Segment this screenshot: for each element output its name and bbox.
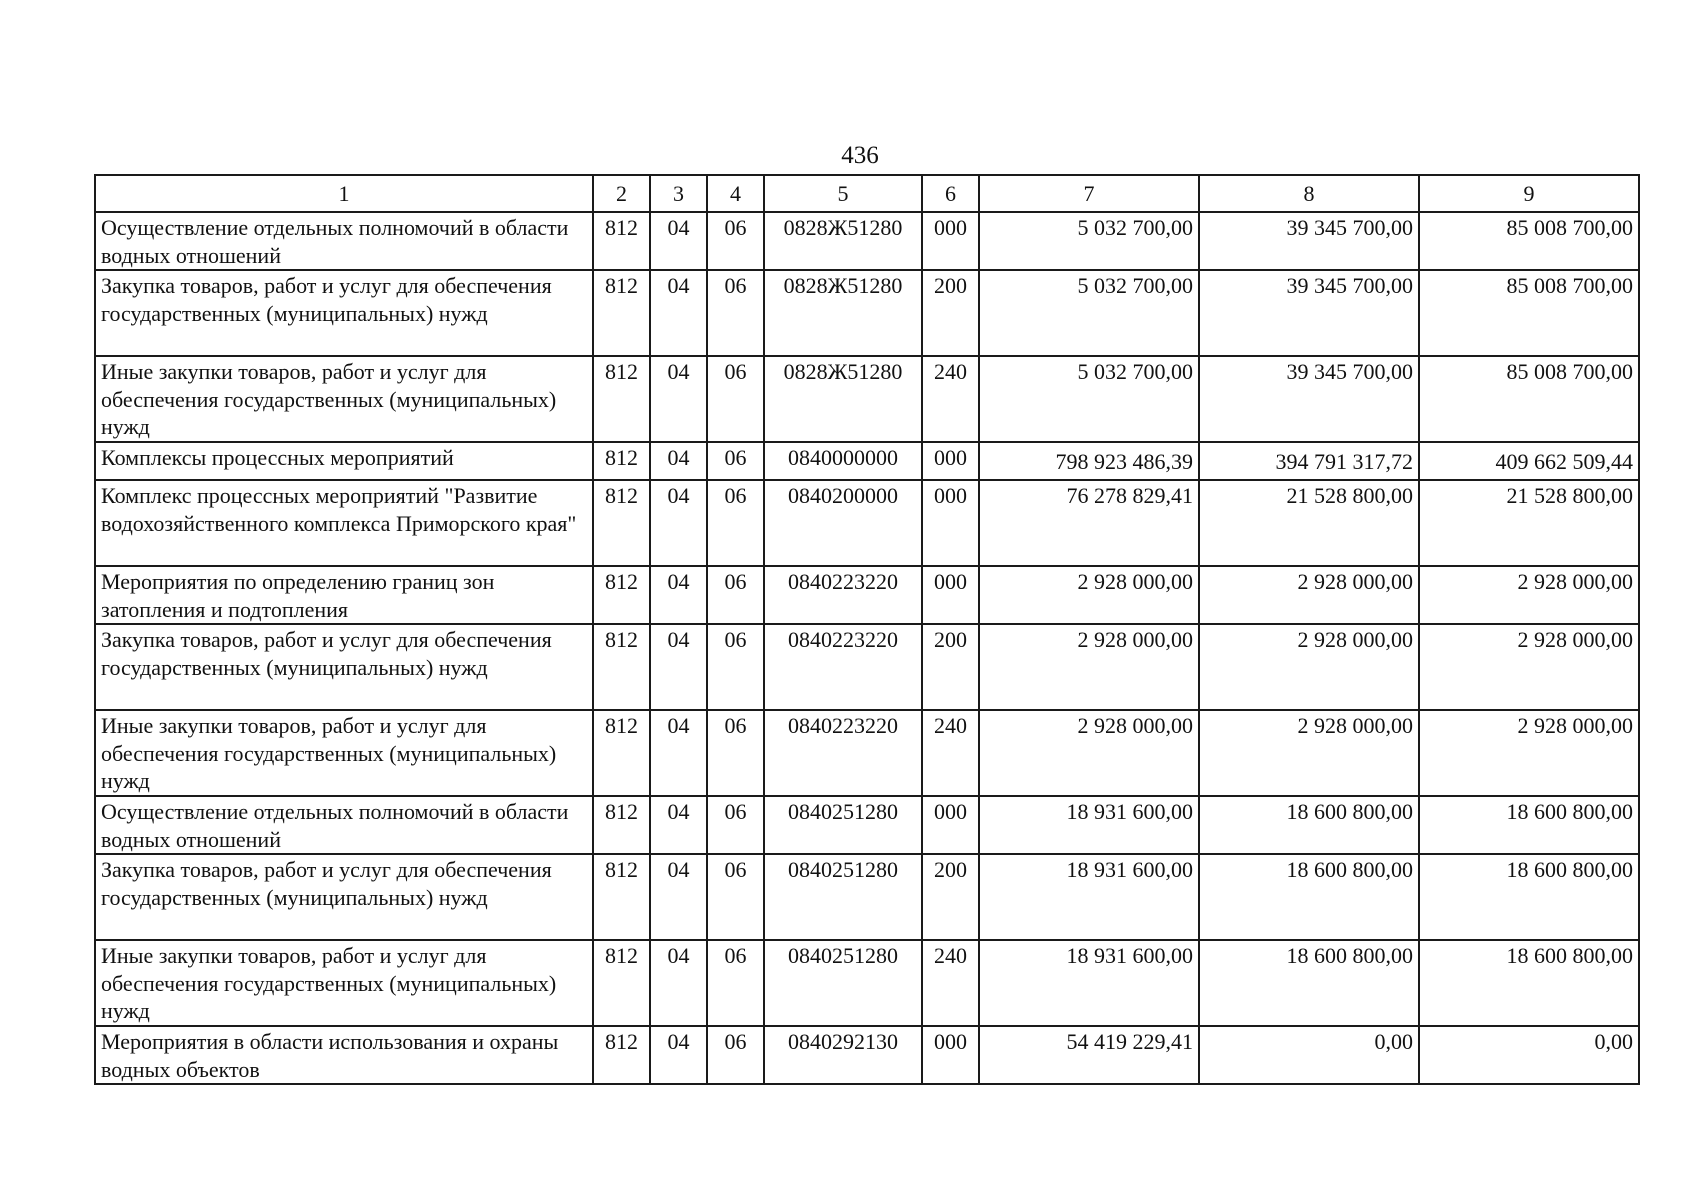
row-name: Осуществление отдельных полномочий в области водных отношений [95,796,593,854]
row-col-4: 06 [707,624,764,710]
row-col-3: 04 [650,796,707,854]
row-col-4: 06 [707,442,764,480]
table-row [95,270,1639,356]
row-col-2: 812 [593,356,650,442]
row-col-4: 06 [707,710,764,796]
row-amount-9: 2 928 000,00 [1419,566,1639,624]
row-col-4: 06 [707,940,764,1026]
row-col-2: 812 [593,854,650,940]
row-col-4: 06 [707,1026,764,1084]
row-name: Комплексы процессных мероприятий [95,442,593,480]
table-header-row [95,175,1639,212]
row-amount-7: 18 931 600,00 [979,940,1199,1026]
row-col-6: 000 [922,480,979,566]
table-row [95,940,1639,1026]
row-col-3: 04 [650,356,707,442]
row-amount-8: 2 928 000,00 [1199,566,1419,624]
row-amount-9: 409 662 509,44 [1419,442,1639,480]
column-header: 4 [707,175,764,212]
column-header: 7 [979,175,1199,212]
row-name: Закупка товаров, работ и услуг для обеспечения государственных (муниципальных) нужд [95,854,593,940]
column-header: 3 [650,175,707,212]
row-col-5: 0840292130 [764,1026,922,1084]
column-header: 9 [1419,175,1639,212]
row-col-3: 04 [650,710,707,796]
row-col-4: 06 [707,270,764,356]
row-col-3: 04 [650,480,707,566]
row-amount-8: 18 600 800,00 [1199,940,1419,1026]
column-header: 8 [1199,175,1419,212]
row-amount-8: 39 345 700,00 [1199,356,1419,442]
row-col-6: 200 [922,854,979,940]
row-col-6: 000 [922,442,979,480]
row-col-5: 0840000000 [764,442,922,480]
budget-table [94,174,1640,1085]
row-amount-7: 18 931 600,00 [979,854,1199,940]
row-amount-7: 798 923 486,39 [979,442,1199,480]
row-col-4: 06 [707,566,764,624]
page-number: 436 [841,142,879,169]
row-amount-7: 2 928 000,00 [979,710,1199,796]
row-col-4: 06 [707,212,764,270]
row-name: Мероприятия в области использования и охраны водных объектов [95,1026,593,1084]
row-col-6: 240 [922,710,979,796]
row-amount-8: 18 600 800,00 [1199,854,1419,940]
column-header: 2 [593,175,650,212]
row-col-6: 000 [922,566,979,624]
row-amount-8: 39 345 700,00 [1199,212,1419,270]
row-amount-7: 5 032 700,00 [979,356,1199,442]
row-col-4: 06 [707,796,764,854]
row-col-2: 812 [593,940,650,1026]
row-name: Иные закупки товаров, работ и услуг для обеспечения государственных (муниципальных) нужд [95,710,593,796]
row-col-6: 240 [922,356,979,442]
row-amount-8: 0,00 [1199,1026,1419,1084]
row-col-2: 812 [593,480,650,566]
row-amount-7: 76 278 829,41 [979,480,1199,566]
table-row [95,710,1639,796]
row-amount-9: 2 928 000,00 [1419,624,1639,710]
row-col-4: 06 [707,854,764,940]
row-col-5: 0828Ж51280 [764,356,922,442]
row-col-3: 04 [650,212,707,270]
row-amount-9: 2 928 000,00 [1419,710,1639,796]
row-col-2: 812 [593,1026,650,1084]
table-row [95,566,1639,624]
row-col-3: 04 [650,624,707,710]
row-amount-8: 21 528 800,00 [1199,480,1419,566]
column-header: 5 [764,175,922,212]
row-col-2: 812 [593,796,650,854]
row-amount-8: 2 928 000,00 [1199,710,1419,796]
row-col-5: 0828Ж51280 [764,270,922,356]
column-header: 1 [95,175,593,212]
table-row [95,212,1639,270]
table-row [95,442,1639,480]
row-col-4: 06 [707,356,764,442]
row-col-4: 06 [707,480,764,566]
row-col-2: 812 [593,212,650,270]
row-col-5: 0840223220 [764,710,922,796]
row-name: Осуществление отдельных полномочий в области водных отношений [95,212,593,270]
row-col-6: 200 [922,624,979,710]
row-amount-9: 21 528 800,00 [1419,480,1639,566]
row-col-5: 0840251280 [764,940,922,1026]
row-amount-9: 18 600 800,00 [1419,796,1639,854]
row-col-3: 04 [650,442,707,480]
row-amount-9: 85 008 700,00 [1419,270,1639,356]
row-amount-9: 18 600 800,00 [1419,940,1639,1026]
row-col-2: 812 [593,442,650,480]
row-col-3: 04 [650,270,707,356]
row-amount-8: 394 791 317,72 [1199,442,1419,480]
row-col-5: 0840200000 [764,480,922,566]
row-amount-8: 39 345 700,00 [1199,270,1419,356]
row-amount-9: 18 600 800,00 [1419,854,1639,940]
row-col-5: 0840223220 [764,566,922,624]
row-amount-8: 18 600 800,00 [1199,796,1419,854]
row-amount-9: 85 008 700,00 [1419,356,1639,442]
row-amount-7: 54 419 229,41 [979,1026,1199,1084]
row-col-5: 0840223220 [764,624,922,710]
row-amount-9: 85 008 700,00 [1419,212,1639,270]
row-col-5: 0840251280 [764,796,922,854]
row-name: Иные закупки товаров, работ и услуг для обеспечения государственных (муниципальных) нужд [95,356,593,442]
row-col-2: 812 [593,566,650,624]
table-row [95,796,1639,854]
row-amount-9: 0,00 [1419,1026,1639,1084]
row-amount-7: 2 928 000,00 [979,624,1199,710]
row-name: Закупка товаров, работ и услуг для обеспечения государственных (муниципальных) нужд [95,624,593,710]
row-col-3: 04 [650,566,707,624]
row-amount-7: 5 032 700,00 [979,212,1199,270]
row-col-5: 0828Ж51280 [764,212,922,270]
row-col-3: 04 [650,1026,707,1084]
row-col-2: 812 [593,710,650,796]
row-name: Мероприятия по определению границ зон затопления и подтопления [95,566,593,624]
column-header: 6 [922,175,979,212]
table-row [95,356,1639,442]
row-col-5: 0840251280 [764,854,922,940]
row-name: Закупка товаров, работ и услуг для обеспечения государственных (муниципальных) нужд [95,270,593,356]
row-col-6: 200 [922,270,979,356]
row-col-2: 812 [593,624,650,710]
row-amount-7: 5 032 700,00 [979,270,1199,356]
table-row [95,854,1639,940]
row-col-6: 240 [922,940,979,1026]
table-row [95,480,1639,566]
row-col-6: 000 [922,796,979,854]
row-col-3: 04 [650,854,707,940]
row-col-6: 000 [922,1026,979,1084]
row-col-6: 000 [922,212,979,270]
row-col-3: 04 [650,940,707,1026]
table-row [95,1026,1639,1084]
row-name: Иные закупки товаров, работ и услуг для обеспечения государственных (муниципальных) нужд [95,940,593,1026]
row-amount-7: 18 931 600,00 [979,796,1199,854]
row-amount-7: 2 928 000,00 [979,566,1199,624]
row-col-2: 812 [593,270,650,356]
row-name: Комплекс процессных мероприятий "Развитие водохозяйственного комплекса Приморского края" [95,480,593,566]
table-row [95,624,1639,710]
row-amount-8: 2 928 000,00 [1199,624,1419,710]
